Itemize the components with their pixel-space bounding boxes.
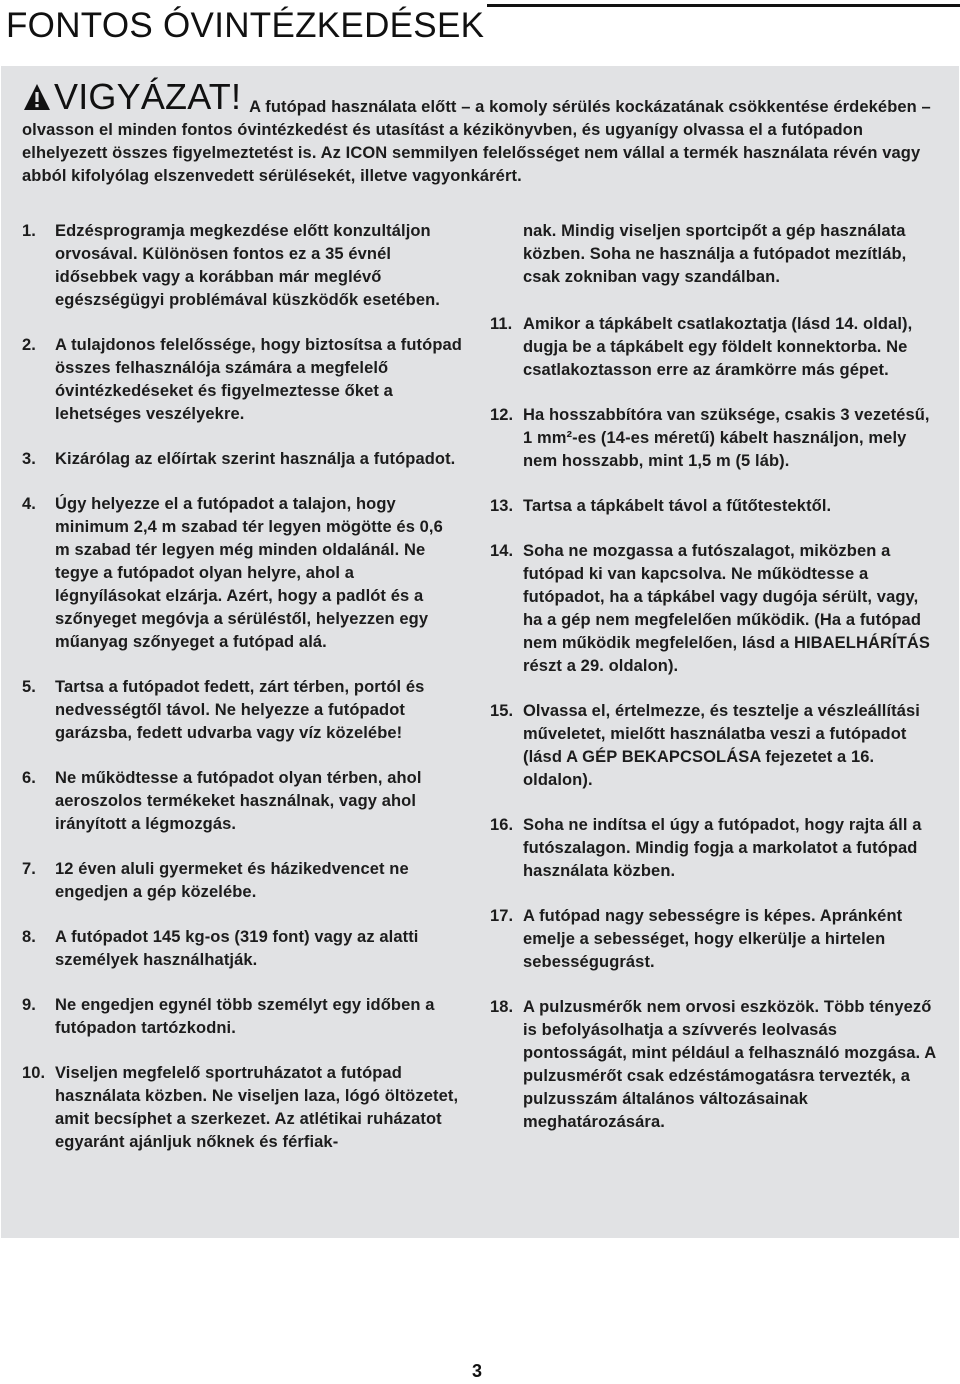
list-item-text: Ne működtesse a futópadot olyan térben, ahol aeroszolos termékeket használnak, vagy ahol irányított a légmozgás. [55,769,422,833]
list-item [22,858,462,904]
list-item-text: Ne engedjen egynél több személyt egy időben a futópadon tartózkodni. [55,996,435,1037]
list-item-text: A pulzusmérők nem orvosi eszközök. Több tényező is befolyásolhatja a szívverés leolvasás pontosságát, mint például a felhasználó mozgása. A pulzusmérőt csak edzéstámogatásra tervezték, a pulzusszám általános változásainak meghatározására. [523,998,936,1131]
list-item-number: 12. [490,406,514,424]
list-item-text: A tulajdonos felelőssége, hogy biztosítsa a futópad összes felhasználója számára a megfelelő óvintézkedéseket és figyelmeztesse őket a lehetséges veszélyekre. [55,336,462,423]
header-rule [487,4,960,7]
list-item [22,334,462,426]
list-item [22,767,462,836]
list-item-number: 17. [490,907,514,925]
list-item [490,313,942,382]
list-item-text: Viseljen megfelelő sportruházatot a futópad használata közben. Ne viseljen laza, lógó öltözetet, amit becsíphet a szerkezet. Az atlétikai ruházatot egyaránt ajánljuk nőknek és férfiak- [55,1064,459,1151]
list-item [490,996,942,1134]
list-item-number: 16. [490,816,514,834]
list-item [22,926,462,972]
warning-text: A futópad használata előtt – a komoly sérülés kockázatának csökkentése érdekében – olvasson el minden fontos óvintézkedést és utasítást a kézikönyvben, és ugyanígy olvassa el a futópadon elhelyezett összes figyelmeztetést is. Az ICON semmilyen felelősséget nem vállal a termék használata révén vagy abból kifolyólag elszenvedett sérülésekét, illetve vagyonkárért. [22,98,931,185]
warning-paragraph [22,76,942,188]
list-item-number: 18. [490,998,514,1016]
list-item-text: Soha ne mozgassa a futószalagot, miközben a futópad ki van kapcsolva. Ne működtesse a futópadot, ha a tápkábel vagy dugója sérült, vagy, ha a gép nem megfelelően működik. (Ha a futópad nem működik megfelelően, lásd a HIBAELHÁRÍTÁS részt a 29. oldalon). [523,542,930,675]
list-item-text: Edzésprogramja megkezdése előtt konzultáljon orvosával. Különösen fontos ez a 35 évnél idősebbek vagy a korábban már meglévő egészségügyi problémával küszködők esetében. [55,222,440,309]
list-item-text: A futópad nagy sebességre is képes. Apránként emelje a sebességet, hogy elkerülje a hirtelen sebességugrást. [523,907,903,971]
list-item-text: 12 éven aluli gyermeket és házikedvencet ne engedjen a gép közelébe. [55,860,409,901]
warning-heading [22,76,249,117]
list-item [22,493,462,654]
list-item [22,994,462,1040]
list-item [22,676,462,745]
list-item [490,540,942,678]
list-item-number: 14. [490,542,514,560]
list-item [490,700,942,792]
list-item-number: 7. [22,860,36,878]
list-item [490,404,942,473]
list-item-text: A futópadot 145 kg-os (319 font) vagy az alatti személyek használhatják. [55,928,419,969]
warning-title: VIGYÁZAT! [54,76,242,117]
list-item-number: 6. [22,769,36,787]
list-item-text: Tartsa a futópadot fedett, zárt térben, portól és nedvességtől távol. Ne helyezze a futópadot garázsba, fedett udvarba vagy víz közelébe! [55,678,425,742]
list-item-number: 11. [490,315,513,333]
list-item-continuation: nak. Mindig viseljen sportcipőt a gép használata közben. Soha ne használja a futópadot mezítláb, csak zokniban vagy szandálban. [523,222,907,286]
list-item-number: 1. [22,222,36,240]
right-column [490,220,942,1134]
list-item [490,495,942,518]
list-item-number: 5. [22,678,36,696]
list-item-number: 8. [22,928,36,946]
list-item-number: 3. [22,450,36,468]
warning-triangle-icon [22,82,52,112]
list-item-number: 9. [22,996,36,1014]
page-number: 3 [472,1361,483,1381]
list-item-text: Ha hosszabbítóra van szüksége, csakis 3 vezetésű, 1 mm²-es (14-es méretű) kábelt használjon, mely nem hosszabb, mint 1,5 m (5 láb). [523,406,930,470]
list-item-text: Amikor a tápkábelt csatlakoztatja (lásd 14. oldal), dugja be a tápkábelt egy földelt konnektorba. Ne csatlakoztasson erre az áramkörre más gépet. [523,315,913,379]
list-item-number: 4. [22,495,36,513]
left-column [22,220,462,1154]
list-item-number: 10. [22,1064,46,1082]
list-item-text: Soha ne indítsa el úgy a futópadot, hogy rajta áll a futószalagon. Mindig fogja a markolatot a futópad használata közben. [523,816,922,880]
list-item-number: 13. [490,497,514,515]
list-item [22,220,462,312]
list-item-text: Kizárólag az előírtak szerint használja a futópadot. [55,450,456,468]
list-item [490,905,942,974]
list-item-number: 2. [22,336,36,354]
page-title: FONTOS ÓVINTÉZKEDÉSEK [6,6,485,45]
list-item-text: Úgy helyezze el a futópadot a talajon, hogy minimum 2,4 m szabad tér legyen mögötte és 0,6 m szabad tér legyen még minden oldalánál. Ne tegye a futópadot olyan helyre, ahol a légnyílásokat elzárja. Azért, hogy a padlót és a szőnyeget megóvja a sérüléstől, helyezzen egy műanyag szőnyeget a futópad alá. [55,495,443,651]
list-item [490,814,942,883]
list-item-number: 15. [490,702,514,720]
list-item [22,1062,462,1154]
list-item-text: Olvassa el, értelmezze, és tesztelje a vészleállítási műveletet, mielőtt használatba veszi a futópadot (lásd A GÉP BEKAPCSOLÁSA fejezetet a 16. oldalon). [523,702,920,789]
list-item [22,448,462,471]
list-item-text: Tartsa a tápkábelt távol a fűtőtestektől. [523,497,832,515]
